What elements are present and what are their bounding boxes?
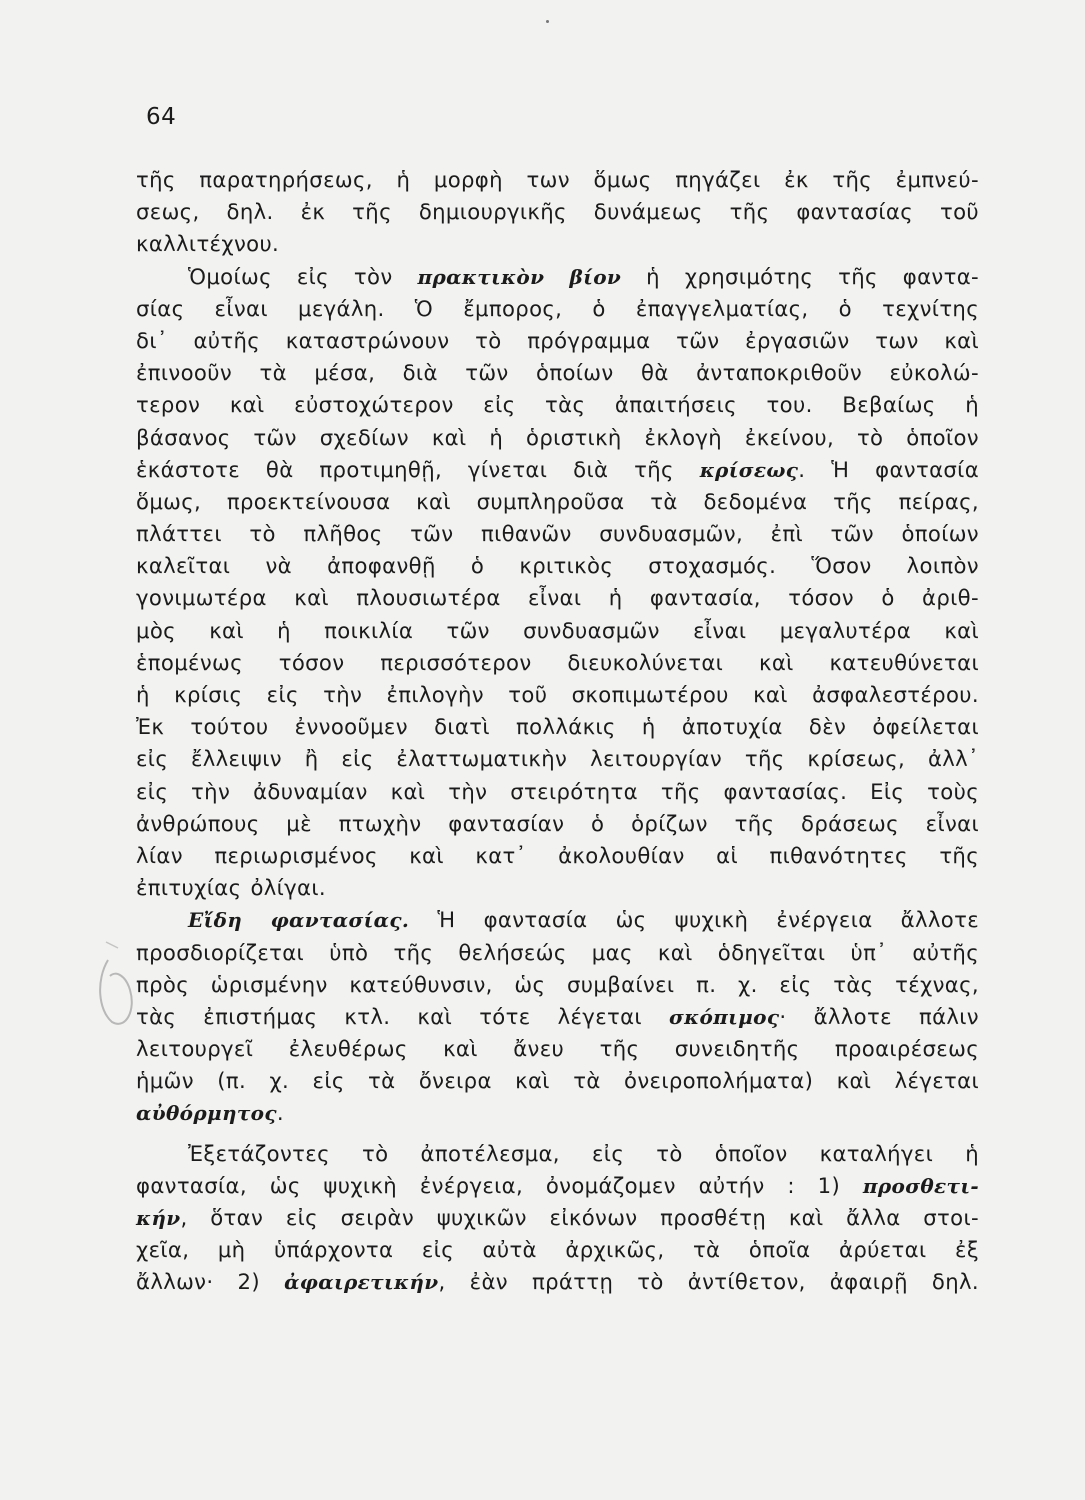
text-line: ἐπινοοῦν τὰ μέσα, διὰ τῶν ὁποίων θὰ ἀνταποκριθοῦν εὐκολώ- — [136, 360, 979, 386]
text-line: ἐπιτυχίας ὀλίγαι. — [136, 875, 326, 901]
emphasized-term: αὐθόρμητος — [136, 1101, 277, 1126]
text-line: καλλιτέχνου. — [136, 231, 280, 257]
section-heading-line: Εἴδη φαντασίας. Ἡ φαντασία ὡς ψυχικὴ ἐνέργεια ἄλλοτε — [188, 907, 979, 933]
text-line: ἡ κρίσις εἰς τὴν ἐπιλογὴν τοῦ σκοπιμωτέρου καὶ ἀσφαλεστέρου. — [136, 682, 979, 707]
text-line: αὐθόρμητος. — [136, 1100, 284, 1126]
emphasized-term: σκόπιμος — [669, 1004, 780, 1029]
text-line: δι᾿ αὐτῆς καταστρώνουν τὸ πρόγραμμα τῶν ἐργασιῶν των καὶ — [136, 327, 979, 353]
body-text — [136, 164, 979, 1299]
text-line: εἰς τὴν ἀδυναμίαν καὶ τὴν στειρότητα τῆς φαντασίας. Εἰς τοὺς — [136, 778, 979, 804]
text-line: ὅμως, προεκτείνουσα καὶ συμπληροῦσα τὰ δεδομένα τῆς πείρας, — [136, 488, 979, 514]
text-line: μὸς καὶ ἡ ποικιλία τῶν συνδυασμῶν εἶναι μεγαλυτέρα καὶ — [136, 617, 979, 643]
text-line: λειτουργεῖ ἐλευθέρως καὶ ἄνευ τῆς συνειδητῆς προαιρέσεως — [136, 1036, 979, 1062]
text-line: σίας εἶναι μεγάλη. Ὁ ἔμπορος, ὁ ἐπαγγελματίας, ὁ τεχνίτης — [136, 295, 979, 321]
emphasized-term: προσθετι- — [862, 1173, 979, 1198]
text-line: προσδιορίζεται ὑπὸ τῆς θελήσεώς μας καὶ ὁδηγεῖται ὑπ᾿ αὐτῆς — [136, 939, 979, 965]
emphasized-term: κρίσεως — [699, 457, 799, 482]
paragraph-start-line: Ὁμοίως εἰς τὸν πρακτικὸν βίον ἡ χρησιμότης τῆς φαντα- — [188, 263, 980, 289]
text-line: τὰς ἐπιστήμας κτλ. καὶ τότε λέγεται σκόπιμος· ἄλλοτε πάλιν — [136, 1003, 979, 1029]
scan-dust-mark — [546, 20, 549, 23]
text-line: βάσανος τῶν σχεδίων καὶ ἡ ὁριστικὴ ἐκλογὴ ἐκείνου, τὸ ὁποῖον — [136, 424, 979, 450]
text-line: πλάττει τὸ πλῆθος τῶν πιθανῶν συνδυασμῶν, ἐπὶ τῶν ὁποίων — [136, 521, 979, 547]
emphasized-term: κήν — [136, 1206, 181, 1230]
emphasized-term: πρακτικὸν βίον — [417, 264, 622, 289]
text-line: ἀνθρώπους μὲ πτωχὴν φαντασίαν ὁ ὁρίζων τῆς δράσεως εἶναι — [136, 810, 979, 836]
text-line: ἑκάστοτε θὰ προτιμηθῇ, γίνεται διὰ τῆς κρίσεως. Ἡ φαντασία — [136, 456, 980, 482]
text-line: Ἐκ τούτου ἐννοοῦμεν διατὶ πολλάκις ἡ ἀποτυχία δὲν ὀφείλεται — [136, 714, 979, 740]
text-line: τερον καὶ εὐστοχώτερον εἰς τὰς ἀπαιτήσεις του. Βεβαίως ἡ — [136, 392, 979, 418]
text-line: ἡμῶν (π. χ. εἰς τὰ ὄνειρα καὶ τὰ ὀνειροπολήματα) καὶ λέγεται — [136, 1068, 979, 1094]
emphasized-term: ἀφαιρετικήν — [284, 1270, 439, 1295]
page-number: 64 — [146, 104, 177, 130]
text-line: ἑπομένως τόσον περισσότερον διευκολύνεται καὶ κατευθύνεται — [136, 649, 979, 675]
text-line: σεως, δηλ. ἐκ τῆς δημιουργικῆς δυνάμεως τῆς φαντασίας τοῦ — [136, 199, 979, 225]
text-line: λίαν περιωρισμένος καὶ κατ᾿ ἀκολουθίαν αἱ πιθανότητες τῆς — [136, 842, 979, 868]
paragraph-start-line: Ἐξετάζοντες τὸ ἀποτέλεσμα, εἰς τὸ ὁποῖον καταλήγει ἡ — [188, 1140, 979, 1166]
text-line: πρὸς ὡρισμένην κατεύθυνσιν, ὡς συμβαίνει π. χ. εἰς τὰς τέχνας, — [136, 971, 979, 997]
text-line: ἄλλων· 2) ἀφαιρετικήν, ἐὰν πράττῃ τὸ ἀντίθετον, ἀφαιρῇ δηλ. — [136, 1269, 979, 1295]
text-line: κήν, ὅταν εἰς σειρὰν ψυχικῶν εἰκόνων προσθέτῃ καὶ ἄλλα στοι- — [136, 1205, 979, 1230]
text-line: εἰς ἔλλειψιν ἢ εἰς ἐλαττωματικὴν λειτουργίαν τῆς κρίσεως, ἀλλ᾿ — [136, 746, 979, 772]
text-line: καλεῖται νὰ ἀποφανθῇ ὁ κριτικὸς στοχασμός. Ὅσον λοιπὸν — [136, 553, 979, 579]
text-line: χεῖα, μὴ ὑπάρχοντα εἰς αὐτὰ ἀρχικῶς, τὰ ὁποῖα ἀρύεται ἐξ — [136, 1237, 979, 1263]
text-line: τῆς παρατηρήσεως, ἡ μορφὴ των ὅμως πηγάζει ἐκ τῆς ἐμπνεύ- — [136, 167, 979, 192]
text-line: φαντασία, ὡς ψυχικὴ ἐνέργεια, ὀνομάζομεν αὐτήν : 1) προσθετι- — [136, 1172, 979, 1198]
section-heading: Εἴδη φαντασίας. — [188, 908, 410, 933]
text-line: γονιμωτέρα καὶ πλουσιωτέρα εἶναι ἡ φαντασία, τόσον ὁ ἀριθ- — [136, 585, 979, 611]
